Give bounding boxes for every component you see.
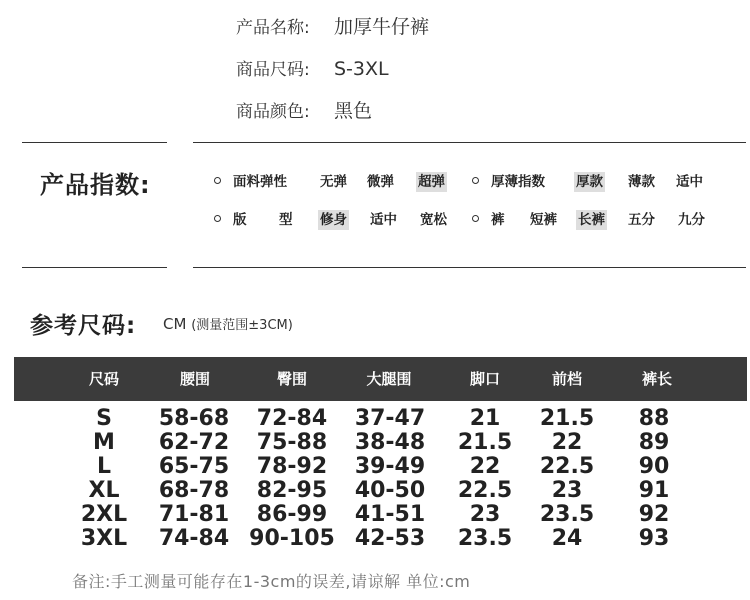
- index-row-1: [0, 172, 750, 192]
- table-cell: 21.5: [457, 430, 513, 455]
- table-cell: 93: [638, 526, 670, 551]
- table-cell: 71-81: [158, 502, 230, 527]
- table-cell: 23: [469, 502, 501, 527]
- thickness-option: 薄款: [628, 174, 655, 190]
- product-size-value: S-3XL: [334, 58, 389, 80]
- header-length: 裤长: [641, 370, 673, 388]
- table-cell: 22: [551, 430, 583, 455]
- size-ref-subtitle: [163, 314, 293, 333]
- size-ref-title: 参考尺码:: [30, 313, 137, 339]
- elasticity-option-selected: 超弹: [418, 174, 445, 190]
- table-cell: XL: [88, 478, 120, 503]
- bullet-icon: [472, 215, 479, 222]
- table-cell: 21.5: [539, 406, 595, 431]
- table-cell: 38-48: [354, 430, 426, 455]
- table-cell: 22.5: [539, 454, 595, 479]
- product-name-value: 加厚牛仔裤: [334, 16, 430, 38]
- bullet-icon: [214, 215, 221, 222]
- fit-label-a: 版: [233, 212, 247, 228]
- table-cell: 88: [638, 406, 670, 431]
- table-cell: 74-84: [158, 526, 230, 551]
- table-cell: 3XL: [80, 526, 128, 551]
- thickness-option-selected: 厚款: [576, 174, 603, 190]
- table-cell: 40-50: [354, 478, 426, 503]
- divider-top-left: [22, 142, 167, 143]
- column-hip: [249, 407, 335, 551]
- size-ref-range: (测量范围±3CM): [191, 318, 293, 333]
- pants-option-selected: 长裤: [578, 212, 605, 228]
- fit-option-selected: 修身: [320, 212, 347, 228]
- header-hip: 臀围: [276, 370, 308, 388]
- column-front-rise: [540, 407, 594, 551]
- fit-option: 宽松: [420, 212, 447, 228]
- product-size-row: [236, 55, 389, 80]
- table-cell: 78-92: [256, 454, 328, 479]
- size-table-header: [14, 357, 747, 401]
- table-cell: 22.5: [457, 478, 513, 503]
- table-cell: 68-78: [158, 478, 230, 503]
- product-color-row: [236, 96, 372, 123]
- fit-option: 适中: [370, 212, 397, 228]
- header-waist: 腰围: [179, 370, 211, 388]
- table-cell: L: [96, 454, 112, 479]
- table-cell: 21: [469, 406, 501, 431]
- table-cell: 22: [469, 454, 501, 479]
- column-waist: [159, 407, 229, 551]
- table-cell: 86-99: [256, 502, 328, 527]
- table-cell: 24: [551, 526, 583, 551]
- table-cell: 58-68: [158, 406, 230, 431]
- thickness-label: 厚薄指数: [491, 174, 545, 190]
- table-cell: 37-47: [354, 406, 426, 431]
- table-cell: 90-105: [249, 526, 335, 551]
- product-name-row: [236, 12, 429, 39]
- column-leg-opening: [458, 407, 512, 551]
- table-cell: 90: [638, 454, 670, 479]
- pants-option: 短裤: [530, 212, 557, 228]
- table-cell: 2XL: [80, 502, 128, 527]
- column-thigh: [355, 407, 425, 551]
- divider-bottom-left: [22, 267, 167, 268]
- header-size: 尺码: [88, 370, 120, 388]
- divider-top-right: [193, 142, 746, 143]
- pants-label: 裤: [491, 212, 505, 228]
- fit-label-b: 型: [279, 212, 293, 228]
- header-leg-opening: 脚口: [469, 370, 501, 388]
- bullet-icon: [214, 177, 221, 184]
- table-cell: S: [96, 406, 112, 431]
- table-cell: 92: [638, 502, 670, 527]
- pants-option: 九分: [678, 212, 705, 228]
- product-name-label: 产品名称:: [236, 18, 310, 38]
- table-cell: 23.5: [539, 502, 595, 527]
- table-cell: 65-75: [158, 454, 230, 479]
- divider-bottom-right: [193, 267, 746, 268]
- size-ref-unit: CM: [163, 315, 187, 333]
- index-row-2: [0, 210, 750, 230]
- elasticity-option: 微弹: [367, 174, 394, 190]
- table-cell: M: [93, 430, 115, 455]
- table-cell: 41-51: [354, 502, 426, 527]
- table-cell: 91: [638, 478, 670, 503]
- table-cell: 62-72: [158, 430, 230, 455]
- product-size-label: 商品尺码:: [236, 60, 310, 80]
- table-cell: 89: [638, 430, 670, 455]
- column-length: [639, 407, 670, 551]
- table-cell: 75-88: [256, 430, 328, 455]
- table-cell: 42-53: [354, 526, 426, 551]
- elasticity-option: 无弹: [320, 174, 347, 190]
- table-cell: 82-95: [256, 478, 328, 503]
- header-front-rise: 前档: [551, 370, 583, 388]
- table-cell: 39-49: [354, 454, 426, 479]
- bullet-icon: [472, 177, 479, 184]
- product-color-label: 商品颜色:: [236, 102, 310, 122]
- thickness-option: 适中: [676, 174, 703, 190]
- elasticity-label: 面料弹性: [233, 174, 287, 190]
- product-color-value: 黑色: [334, 100, 373, 122]
- pants-option: 五分: [628, 212, 655, 228]
- table-cell: 23: [551, 478, 583, 503]
- table-cell: 23.5: [457, 526, 513, 551]
- header-thigh: 大腿围: [366, 370, 412, 388]
- column-size: [81, 407, 127, 551]
- measurement-note: 备注:手工测量可能存在1-3cm的误差,请谅解 单位:cm: [72, 572, 471, 591]
- table-cell: 72-84: [256, 406, 328, 431]
- index-title: 产品指数:: [40, 171, 151, 199]
